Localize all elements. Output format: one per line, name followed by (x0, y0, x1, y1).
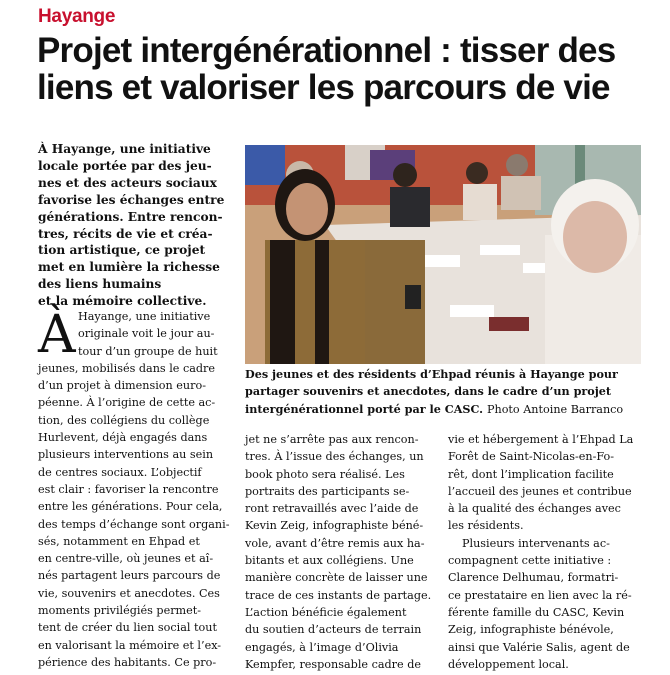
lead-line: locale portée par des jeu- (38, 158, 212, 173)
body-line: compagnent cette initiative : (448, 554, 612, 568)
body-line: Hurlevent, déjà engagés dans (38, 431, 208, 445)
body-line: les résidents. (448, 519, 524, 533)
caption-line: partager souvenirs et anecdotes, dans le cadre d’un projet (245, 384, 612, 399)
body-column-1 (38, 305, 234, 671)
body-line: tion, des collégiens du collège (38, 413, 210, 427)
body-line: Plusieurs intervenants ac- (462, 536, 610, 550)
body-line: sés, notamment en Ehpad et (38, 534, 200, 548)
body-line: du soutien d’acteurs de terrain (245, 623, 422, 637)
lead-paragraph (38, 141, 234, 310)
body-line: des temps d’échange sont organi- (38, 517, 230, 531)
body-line: d’un projet à dimension euro- (38, 379, 206, 393)
body-line: vie, souvenirs et anecdotes. Ces (38, 586, 220, 600)
body-line: tres. À l’issue des échanges, un (245, 450, 424, 464)
section-label: Hayange (38, 6, 116, 27)
body-line: Kempfer, responsable cadre de (245, 657, 421, 671)
body-column-3 (448, 431, 644, 673)
body-line: vole, avant d’être remis aux ha- (245, 536, 425, 550)
photo-caption (245, 366, 645, 418)
body-line: entre les générations. Pour cela, (38, 500, 223, 514)
body-line: tour d’un groupe de huit (78, 344, 218, 358)
caption-line (245, 401, 645, 418)
body-line: book photo sera réalisé. Les (245, 467, 405, 481)
lead-line: tion artistique, ce projet (38, 243, 206, 258)
caption-text: intergénérationnel porté par le CASC. (245, 401, 484, 416)
drop-cap: À (38, 305, 76, 365)
lead-line: tres, récits de vie et créa- (38, 226, 213, 241)
body-column-2 (245, 431, 435, 673)
body-line: périence des habitants. Ce pro- (38, 655, 217, 669)
lead-line: et la mémoire collective. (38, 294, 207, 309)
body-line: l’accueil des jeunes et contribue (448, 484, 632, 498)
body-line: jet ne s’arrête pas aux rencon- (245, 433, 419, 446)
body-line: Clarence Delhumau, formatri- (448, 571, 619, 585)
body-line: Kevin Zeig, infographiste béné- (245, 519, 424, 533)
body-line: de centres sociaux. L’objectif (38, 465, 202, 479)
headline (37, 32, 657, 106)
lead-line: À Hayange, une initiative (38, 142, 211, 156)
body-line: développement local. (448, 657, 569, 671)
body-line: L’action bénéficie également (245, 605, 407, 619)
body-line: ce prestataire en lien avec la ré- (448, 588, 632, 602)
body-line: ainsi que Valérie Salis, agent de (448, 640, 630, 654)
body-line: moments privilégiés permet- (38, 604, 202, 618)
body-line: bitants et aux collégiens. Une (245, 554, 414, 568)
body-line: Hayange, une initiative (78, 310, 211, 323)
body-line: en centre-ville, où jeunes et aî- (38, 552, 214, 566)
body-line: ront retravaillés avec l’aide de (245, 502, 419, 516)
body-line: vie et hébergement à l’Ehpad La (448, 433, 634, 446)
body-line: trace de ces instants de partage. (245, 588, 432, 602)
body-line: en valorisant la mémoire et l’ex- (38, 638, 222, 652)
body-line: est clair : favoriser la rencontre (38, 482, 219, 496)
lead-line: favorise les échanges entre (38, 192, 225, 207)
body-line: engagés, à l’image d’Olivia (245, 640, 399, 654)
body-line: plusieurs interventions au sein (38, 448, 214, 462)
body-line: originale voit le jour au- (78, 327, 215, 341)
body-line: nés partagent leurs parcours de (38, 569, 221, 583)
body-line: portraits des participants se- (245, 484, 410, 498)
body-line: à la qualité des échanges avec (448, 502, 621, 516)
lead-line: nes et des acteurs sociaux (38, 175, 217, 190)
body-line: jeunes, mobilisés dans le cadre (38, 361, 216, 375)
body-line: péenne. À l’origine de cette ac- (38, 396, 216, 410)
photo-credit: Photo Antoine Barranco (486, 402, 624, 416)
body-line: tent de créer du lien social tout (38, 621, 217, 635)
body-line: férente famille du CASC, Kevin (448, 605, 625, 619)
article-photo (245, 145, 641, 364)
body-line: manière concrète de laisser une (245, 571, 428, 585)
lead-line: générations. Entre rencon- (38, 209, 223, 224)
headline-line: liens et valoriser les parcours de vie (37, 68, 610, 107)
photo-illustration (245, 145, 641, 364)
body-line: Forêt de Saint-Nicolas-en-Fo- (448, 450, 615, 464)
body-line: Zeig, infographiste bénévole, (448, 623, 614, 637)
lead-line: des liens humains (38, 277, 162, 292)
body-line: rêt, dont l’implication facilite (448, 467, 614, 481)
caption-line: Des jeunes et des résidents d’Ehpad réunis à Hayange pour (245, 367, 618, 381)
headline-line: Projet intergénérationnel : tisser des (37, 31, 616, 70)
lead-line: met en lumière la richesse (38, 260, 220, 275)
